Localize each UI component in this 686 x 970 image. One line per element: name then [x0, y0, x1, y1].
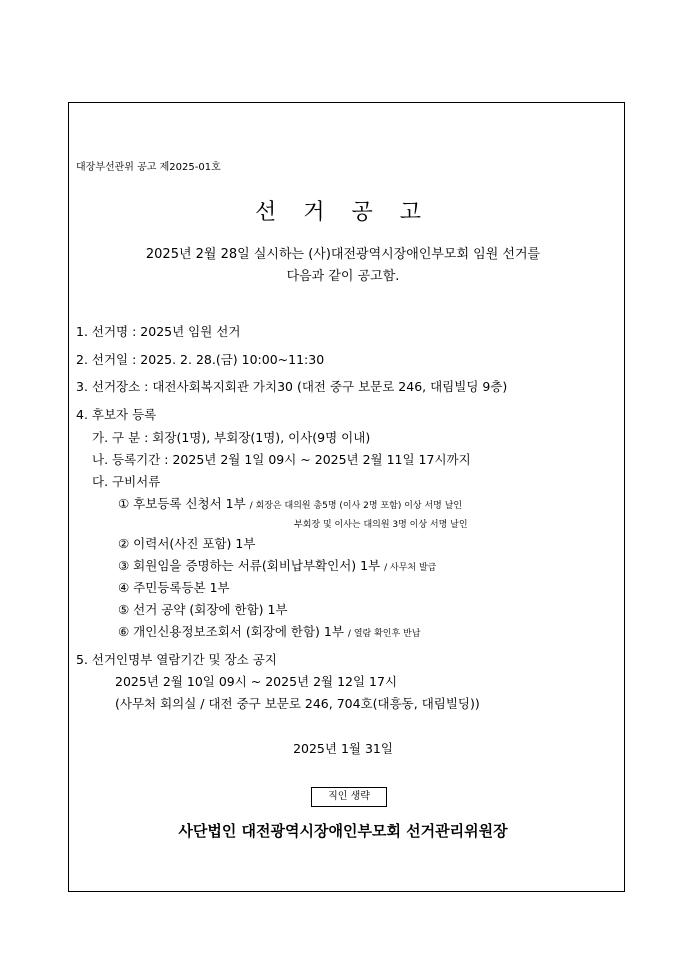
document-1: [118, 494, 462, 512]
document-1-note: / 회장은 대의원 총5명 (이사 2명 포함) 이상 서명 날인: [249, 501, 463, 511]
document-2: ② 이력서(사진 포함) 1부: [118, 536, 256, 551]
item-election-place: 3. 선거장소 : 대전사회복지회관 가치30 (대전 중구 보문로 246, 대림빌딩 9층): [76, 379, 508, 394]
voter-list-place: (사무처 회의실 / 대전 중구 보문로 246, 704호(대흥동, 대림빌딩)): [115, 696, 480, 711]
document-3-note: / 사무처 발급: [384, 563, 437, 573]
registration-period: 나. 등록기간 : 2025년 2월 1일 09시 ~ 2025년 2월 11일 17시까지: [92, 452, 471, 467]
document-1-label: ① 후보등록 신청서 1부: [118, 496, 246, 511]
notice-date: 2025년 1월 31일: [293, 741, 393, 756]
document-5: ⑤ 선거 공약 (회장에 한함) 1부: [118, 602, 288, 617]
intro-line-2: 다음과 같이 공고함.: [286, 269, 400, 284]
voter-list-period: 2025년 2월 10일 09시 ~ 2025년 2월 12일 17시: [115, 674, 398, 689]
intro-line-1: 2025년 2월 28일 실시하는 (사)대전광역시장애인부모회 임원 선거를: [145, 247, 541, 262]
document-1-note-2: 부회장 및 이사는 대의원 3명 이상 서명 날인: [294, 520, 468, 530]
document-6-label: ⑥ 개인신용정보조회서 (회장에 한함) 1부: [118, 624, 344, 639]
document-3: [118, 556, 436, 574]
notice-number: 대장부선관위 공고 제2025-01호: [76, 162, 221, 173]
item-candidate-registration: 4. 후보자 등록: [76, 407, 157, 422]
document-title: 선 거 공 고: [255, 200, 431, 225]
item-election-date: 2. 선거일 : 2025. 2. 28.(금) 10:00~11:30: [76, 352, 325, 367]
registration-category: 가. 구 분 : 회장(1명), 부회장(1명), 이사(9명 이내): [92, 430, 371, 445]
stamp-omitted: 직인 생략: [311, 787, 387, 807]
organization-signature: 사단법인 대전광역시장애인부모회 선거관리위원장: [178, 822, 508, 840]
required-documents-heading: 다. 구비서류: [92, 474, 161, 489]
item-election-name: 1. 선거명 : 2025년 임원 선거: [76, 324, 241, 339]
item-voter-list: 5. 선거인명부 열람기간 및 장소 공지: [76, 652, 277, 667]
document-4: ④ 주민등록등본 1부: [118, 580, 230, 595]
document-6-note: / 열람 확인후 반납: [347, 629, 421, 639]
document-3-label: ③ 회원임을 증명하는 서류(회비납부확인서) 1부: [118, 558, 381, 573]
document-6: [118, 622, 420, 640]
